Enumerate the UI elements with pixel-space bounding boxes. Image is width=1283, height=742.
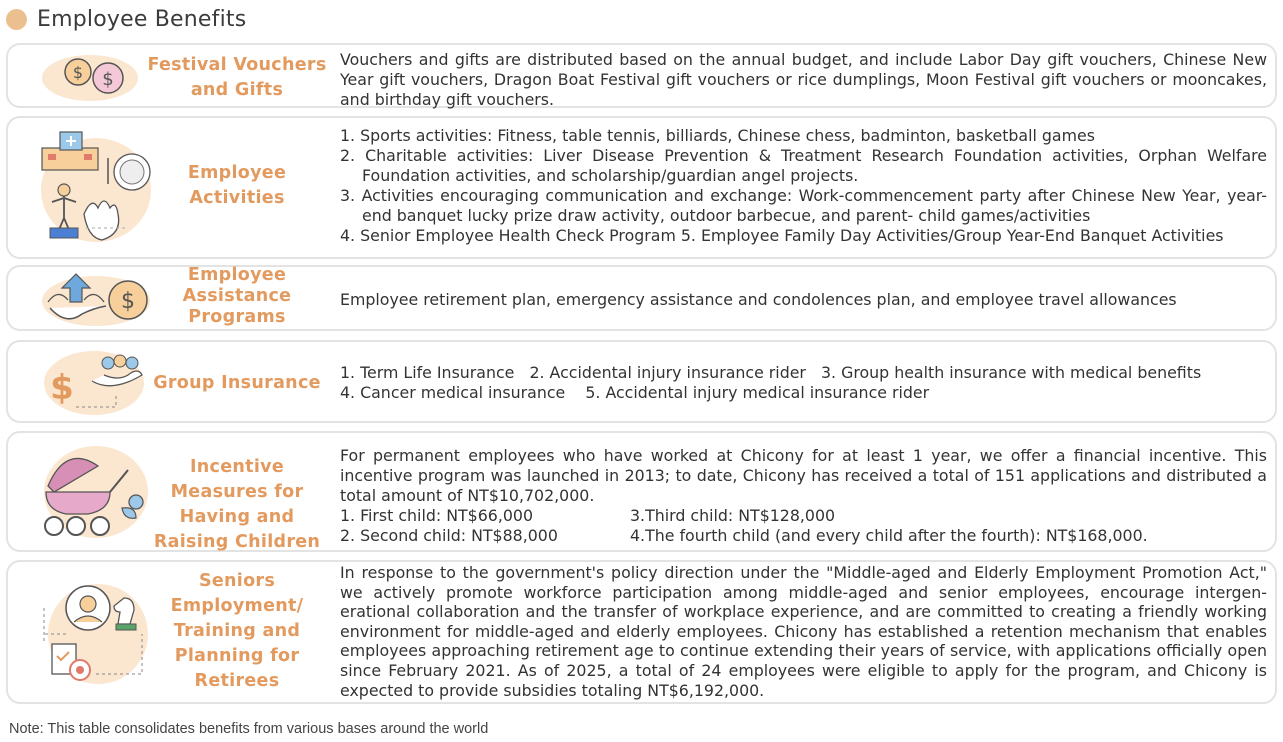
- child-amount: 4.The fourth child (and every child after the fourth): NT$168,000.: [630, 526, 1148, 545]
- svg-text:$: $: [102, 69, 114, 90]
- row-label: Seniors Employment/ Training and Planning for Retirees: [170, 571, 304, 691]
- child-amounts: [340, 506, 1267, 546]
- retiree-icon: [36, 578, 151, 692]
- stroller-icon: [36, 442, 151, 546]
- insurance-line: 4. Cancer medical insurance 5. Accidental injury medical insurance rider: [340, 383, 930, 402]
- benefit-row-insurance: [6, 340, 1277, 423]
- list-item: 4. Senior Employee Health Check Program 5. Employee Family Day Activities/Group Year-End Banquet Activities: [340, 226, 1224, 245]
- row-label: Incentive Measures for Having and Raising Children: [153, 457, 321, 552]
- row-label: Employee Assistance Programs: [182, 265, 292, 327]
- row-description: Vouchers and gifts are distributed based on the annual budget, and include Labor Day gift vouchers, Chinese New Year gift vouchers, Dragon Boat Festival gift vouchers or rice dumplings, Moon Festival gift vouchers or mooncakes, and birthday gift vouchers.: [340, 50, 1267, 109]
- benefit-row-assistance: [6, 265, 1277, 331]
- assistance-icon: [36, 270, 151, 332]
- activities-list: [340, 126, 1267, 246]
- list-item: 2. Charitable activities: Liver Disease Prevention & Treatment Research Foundation activities, Orphan Welfare Foundation activities, and scholarship/guardian angel projects.: [340, 146, 1267, 185]
- activities-icon: [36, 128, 151, 250]
- coins-icon: [36, 48, 146, 108]
- row-label: Group Insurance: [153, 373, 321, 393]
- benefit-row-activities: [6, 116, 1277, 259]
- row-label: Employee Activities: [187, 163, 287, 208]
- child-amount: 1. First child: NT$66,000: [340, 506, 533, 525]
- child-amount: 3.Third child: NT$128,000: [630, 506, 836, 525]
- svg-text:$: $: [72, 63, 84, 82]
- row-description: In response to the government's policy direction under the "Middle-aged and Elderly Employment Promotion Act," we actively promote workforce participation among middle-aged and senior employees, encourage intergenerational collaboration and the transfer of workplace experience, and are committed to creating a friendly working environment for middle-aged and elderly employees. Chicony has established a retention mechanism that enables employees approaching retirement age to continue extending their years of service, with applications officially open since February 2021. As of 2025, a total of 24 employees were eligible to apply for the program, and Chicony is expected to provide subsidies totaling NT$6,192,000.: [340, 563, 1267, 700]
- svg-text:$: $: [50, 368, 74, 408]
- child-amount: 2. Second child: NT$88,000: [340, 526, 558, 545]
- row-label: Festival Vouchers and Gifts: [147, 55, 327, 100]
- footnote: Note: This table consolidates benefits from various bases around the world: [9, 721, 489, 737]
- list-item: 3. Activities encouraging communication and exchange: Work-commencement party after Chinese New Year, year-end banquet lucky prize draw activity, outdoor barbecue, and parent- child games/activities: [340, 186, 1267, 225]
- list-item: 1. Sports activities: Fitness, table tennis, billiards, Chinese chess, badminton, basketball games: [340, 126, 1095, 145]
- insurance-icon: [36, 347, 146, 421]
- benefit-row-children: [6, 431, 1277, 552]
- insurance-line: 1. Term Life Insurance 2. Accidental injury insurance rider 3. Group health insurance with medical benefits: [340, 363, 1202, 382]
- page-title: Employee Benefits: [37, 6, 247, 32]
- row-description: For permanent employees who have worked at Chicony for at least 1 year, we offer a financial incentive. This incentive program was launched in 2013; to date, Chicony has received a total of 151 applications and distributed a total amount of NT$10,702,000.: [340, 446, 1267, 505]
- benefit-row-festival: [6, 43, 1277, 108]
- benefit-row-seniors: [6, 560, 1277, 704]
- row-description: Employee retirement plan, emergency assistance and condolences plan, and employee travel allowances: [340, 290, 1177, 309]
- title-dot-icon: [6, 9, 27, 30]
- svg-text:$: $: [121, 289, 135, 314]
- page-header: [6, 4, 246, 34]
